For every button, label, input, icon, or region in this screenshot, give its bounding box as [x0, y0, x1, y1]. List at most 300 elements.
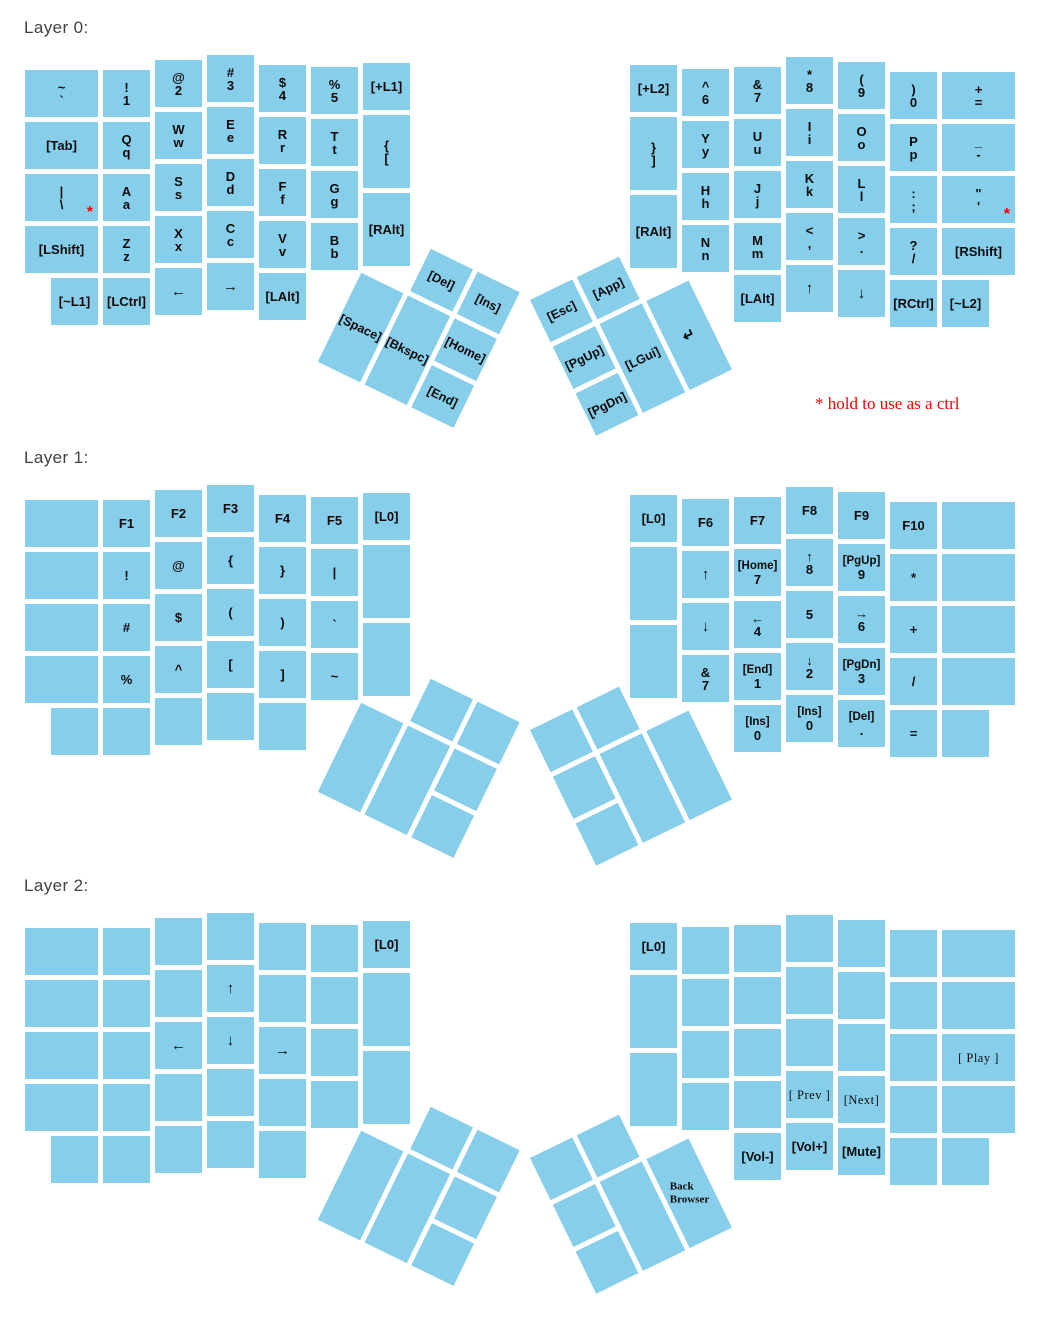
key-shifted-label: ↑: [806, 548, 813, 564]
key-label: [RAlt]: [635, 223, 672, 239]
key-blank: [207, 693, 254, 740]
key-l1: [363, 63, 410, 110]
key-f2: [155, 490, 202, 537]
key-label: $: [174, 609, 183, 625]
key-label: *: [910, 569, 917, 585]
key-label: →: [275, 1041, 290, 1059]
key-blank: [838, 972, 885, 1019]
key-pipe: [311, 549, 358, 596]
key-base-label: g: [330, 193, 339, 209]
key-shifted-label: X: [174, 225, 183, 241]
key-l2: [942, 280, 989, 327]
key-label: ↑: [701, 565, 710, 583]
key-right-arrow: [259, 1027, 306, 1074]
horizontal-label: [669, 1180, 709, 1206]
key-label: ): [280, 614, 285, 630]
key-shifted-label: [End]: [742, 663, 773, 676]
key-asterisk: [890, 554, 937, 601]
key-base-label: ': [976, 198, 981, 214]
key-base-label: 7: [701, 677, 710, 693]
key-blank: [682, 1031, 729, 1078]
key-base-label: =: [974, 94, 983, 110]
key-blank: [942, 930, 1015, 977]
key-3: [207, 55, 254, 102]
key-label: ~: [330, 668, 339, 684]
key-blank: [259, 1131, 306, 1178]
key-blank: [311, 977, 358, 1024]
key-equals: [942, 72, 1015, 119]
key-base-label: i: [807, 131, 812, 147]
key-shifted-label: B: [329, 232, 340, 248]
key-7: [734, 67, 781, 114]
key-shifted-label: G: [329, 180, 340, 196]
ctrl-hold-asterisk: *: [86, 204, 93, 221]
key-base-label: ]: [651, 152, 656, 168]
key-blank: [890, 930, 937, 977]
key-shifted-label: :: [911, 185, 916, 201]
key-shifted-label: %: [328, 76, 341, 92]
key-label: [LCtrl]: [107, 293, 146, 309]
key-shifted-label: K: [804, 170, 815, 186]
key-base-label: 4: [278, 87, 287, 103]
key-lshift: [25, 226, 98, 273]
key-base-label: -: [976, 146, 981, 162]
key-grave: [25, 70, 98, 117]
key-5: [786, 591, 833, 638]
key-h: [682, 173, 729, 220]
key-blank: [682, 979, 729, 1026]
key-6: [838, 596, 885, 643]
key-label: →: [223, 277, 238, 295]
key-blank: [155, 918, 202, 965]
key-blank: [259, 703, 306, 750]
key-blank: [51, 1136, 98, 1183]
key-m: [734, 223, 781, 270]
key-l: [838, 166, 885, 213]
key-mute: [838, 1128, 885, 1175]
key-blank: [734, 1081, 781, 1128]
key-base-label: 6: [701, 91, 710, 107]
key-shifted-label: #: [226, 64, 235, 80]
key-blank: [630, 975, 677, 1048]
key-base-label: ;: [911, 198, 916, 214]
key-label: ↓: [226, 1031, 235, 1049]
key-blank: [942, 658, 1015, 705]
key-7: [682, 655, 729, 702]
key-shifted-label: [Del]: [848, 710, 875, 723]
key-label: [+L1]: [370, 78, 403, 94]
key-label: [End]: [425, 383, 461, 410]
key-base-label: b: [330, 245, 339, 261]
key-blank: [942, 502, 1015, 549]
key-blank: [682, 927, 729, 974]
key-base-label: `: [59, 92, 64, 108]
key-blank: [838, 920, 885, 967]
key-base-label: [: [384, 150, 389, 166]
key-label: F5: [326, 512, 343, 528]
key-label: [ Prev ]: [788, 1087, 831, 1102]
key-label: }: [279, 562, 286, 578]
key-base-label: 9: [857, 566, 866, 582]
key-base-label: k: [805, 183, 814, 199]
key-shifted-label: I: [807, 118, 812, 134]
key-base-label: /: [911, 250, 916, 266]
key-shifted-label: F: [278, 178, 287, 194]
key-2: [786, 643, 833, 690]
key-blank: [155, 698, 202, 745]
key-tilde: [311, 653, 358, 700]
key-f7: [734, 497, 781, 544]
key-rbracket: [259, 651, 306, 698]
key-label: [~L1]: [58, 293, 91, 309]
key-label: ←: [171, 1036, 186, 1054]
key-down-arrow: [682, 603, 729, 650]
key-shifted-label: ↓: [806, 652, 813, 668]
key-label: [Tab]: [46, 137, 77, 153]
key-label: %: [120, 671, 133, 687]
key-base-label: \: [59, 196, 64, 212]
key-base-label: 3: [857, 670, 866, 686]
key-0: [890, 72, 937, 119]
key-label: {: [227, 552, 234, 568]
key-label: /: [911, 673, 916, 689]
key-shifted-label: L: [857, 175, 866, 191]
key-blank: [103, 980, 150, 1027]
key-blank: [890, 1034, 937, 1081]
key-label: [PgDn]: [585, 389, 629, 420]
key-semicolon: [890, 176, 937, 223]
key-vol: [734, 1133, 781, 1180]
ctrl-hold-footnote: * hold to use as a ctrl: [815, 394, 960, 413]
key-9: [838, 62, 885, 109]
key-label: [Bkspc]: [383, 333, 432, 367]
key-blank: [734, 925, 781, 972]
key-blank: [155, 1126, 202, 1173]
key-blank: [259, 975, 306, 1022]
key-blank: [103, 1136, 150, 1183]
key-x: [155, 216, 202, 263]
key-blank: [942, 1086, 1015, 1133]
key-shifted-label: ?: [909, 237, 918, 253]
key-up-arrow: [682, 551, 729, 598]
key-label: F3: [222, 500, 239, 516]
key-z: [103, 226, 150, 273]
key-label: @: [172, 557, 185, 573]
key-label: 5: [805, 606, 814, 622]
key-quote: [942, 176, 1015, 223]
key-s: [155, 164, 202, 211]
key-l2: [630, 65, 677, 112]
key-blank: [311, 1081, 358, 1128]
key-blank: [890, 1086, 937, 1133]
key-shifted-label: M: [752, 232, 763, 248]
key-label: ↑: [226, 979, 235, 997]
key-v: [259, 221, 306, 268]
key-base-label: .: [859, 240, 864, 256]
key-base-label: 5: [330, 89, 339, 105]
key-blank: [25, 604, 98, 651]
key-blank: [942, 710, 989, 757]
key-label: [LAlt]: [740, 290, 775, 306]
key-base-label: n: [701, 247, 710, 263]
key-6: [682, 69, 729, 116]
key-equals: [890, 710, 937, 757]
key-blank: [25, 552, 98, 599]
key-j: [734, 171, 781, 218]
key-period: [838, 218, 885, 265]
key-next: [838, 1076, 885, 1123]
key-base-label: 3: [226, 77, 235, 93]
key-shifted-label: A: [121, 183, 132, 199]
key-shifted-label: C: [225, 220, 236, 236]
key-shifted-label: E: [226, 116, 235, 132]
key-label: ^: [174, 661, 183, 677]
key-f6: [682, 499, 729, 546]
key-shifted-label: +: [974, 81, 983, 97]
key-label: [App]: [590, 274, 626, 302]
key-base-label: 0: [805, 717, 814, 733]
key-shifted-label: [Home]: [737, 559, 778, 572]
key-shifted-label: <: [805, 222, 814, 238]
key-base-label: 2: [174, 82, 183, 98]
key-blank: [155, 1074, 202, 1121]
key-blank: [942, 982, 1015, 1029]
key-base-label: 8: [805, 79, 814, 95]
key-f9: [838, 492, 885, 539]
key-f1: [103, 500, 150, 547]
key-1: [103, 70, 150, 117]
key-blank: [890, 1138, 937, 1185]
key-blank: [103, 708, 150, 755]
key-blank: [259, 923, 306, 970]
key-label: [Ins]: [473, 290, 504, 316]
key-label: [+L2]: [637, 80, 670, 96]
key-shifted-label: Z: [122, 235, 131, 251]
key-label: ↓: [857, 284, 866, 302]
key-shifted-label: R: [277, 126, 288, 142]
key-shifted-label: |: [59, 183, 64, 199]
key-shifted-label: [Ins]: [797, 705, 822, 718]
key-down-arrow: [838, 270, 885, 317]
key-blank: [207, 913, 254, 960]
key-base-label: 9: [857, 84, 866, 100]
key-blank: [786, 967, 833, 1014]
key-a: [103, 174, 150, 221]
key-lalt: [734, 275, 781, 322]
key-base-label: 0: [909, 94, 918, 110]
key-shifted-label: O: [856, 123, 867, 139]
key-shifted-label: D: [225, 168, 236, 184]
key-shifted-label: }: [650, 139, 657, 155]
key-comma: [786, 213, 833, 260]
key-label: F2: [170, 505, 187, 521]
key-shifted-label: H: [700, 182, 711, 198]
key-label: [Home]: [443, 334, 488, 366]
key-u: [734, 119, 781, 166]
key-slash: [890, 658, 937, 705]
key-blank: [259, 1079, 306, 1126]
key-label: [PgUp]: [562, 342, 606, 373]
key-label: F1: [118, 515, 135, 531]
key-i: [786, 109, 833, 156]
key-shifted-label: W: [172, 121, 185, 137]
key-label: [LShift]: [38, 241, 85, 257]
key-label: [L0]: [641, 938, 666, 954]
key-lbracket: [207, 641, 254, 688]
key-base-label: 2: [805, 665, 814, 681]
key-period: [838, 700, 885, 747]
key-shifted-label: @: [172, 69, 185, 85]
key-lctrl: [103, 278, 150, 325]
key-label: `: [332, 616, 337, 632]
key-shifted-label: N: [700, 234, 711, 250]
key-grave: [311, 601, 358, 648]
key-label: F10: [902, 517, 925, 533]
key-blank: [311, 1029, 358, 1076]
layer-2-title: Layer 2:: [24, 876, 89, 895]
key-base-label: t: [332, 141, 337, 157]
key-prev: [786, 1071, 833, 1118]
key-label: ←: [171, 282, 186, 300]
key-l0: [630, 923, 677, 970]
key-blank: [103, 1084, 150, 1131]
key-shifted-label: $: [278, 74, 287, 90]
key-3: [838, 648, 885, 695]
key-base-label: .: [859, 722, 864, 738]
key-base-label: a: [122, 196, 131, 212]
key-2: [155, 60, 202, 107]
key-base-label: ,: [807, 235, 812, 251]
key-lparen: [207, 589, 254, 636]
key-base-label: m: [751, 245, 764, 261]
key-rctrl: [890, 280, 937, 327]
key-exclam: [103, 552, 150, 599]
key-percent: [103, 656, 150, 703]
key-left-arrow: [155, 1022, 202, 1069]
key-8: [786, 57, 833, 104]
key-shifted-label: T: [330, 128, 339, 144]
key-k: [786, 161, 833, 208]
ctrl-hold-asterisk: *: [1003, 206, 1010, 223]
key-blank: [890, 982, 937, 1029]
key-blank: [25, 1084, 98, 1131]
key-blank: [363, 545, 410, 618]
key-at: [155, 542, 202, 589]
key-label: [ Play ]: [958, 1050, 999, 1065]
key-base-label: u: [753, 141, 762, 157]
key-label: =: [909, 725, 918, 741]
key-base-label: 0: [753, 727, 762, 743]
key-blank: [942, 554, 1015, 601]
key-b: [311, 223, 358, 270]
key-left-arrow: [155, 268, 202, 315]
key-backslash: [25, 174, 98, 221]
key-f10: [890, 502, 937, 549]
key-label: [~L2]: [949, 295, 982, 311]
key-up-arrow: [207, 965, 254, 1012]
key-base-label: q: [122, 144, 131, 160]
key-base-label: s: [174, 186, 183, 202]
key-base-label: 7: [753, 571, 762, 587]
key-shifted-label: [PgDn]: [842, 658, 881, 671]
key-label: F9: [853, 507, 870, 523]
key-l0: [630, 495, 677, 542]
key-slash: [890, 228, 937, 275]
key-shifted-label: U: [752, 128, 763, 144]
key-label: F6: [697, 514, 714, 530]
key-label: #: [122, 619, 131, 635]
key-l0: [363, 921, 410, 968]
key-lbracket: [363, 115, 410, 188]
key-shifted-label: &: [700, 664, 711, 680]
key-e: [207, 107, 254, 154]
key-base-label: 1: [122, 92, 131, 108]
key-caret: [155, 646, 202, 693]
key-p: [890, 124, 937, 171]
key-label: [LAlt]: [265, 288, 300, 304]
key-base-label: f: [280, 191, 285, 207]
key-label: ↑: [805, 279, 814, 297]
key-base-label: 4: [753, 623, 762, 639]
key-label: |: [332, 564, 337, 580]
key-label: [Esc]: [544, 297, 579, 324]
key-lalt: [259, 273, 306, 320]
key-base-label: z: [123, 248, 130, 264]
key-base-label: Browser: [669, 1193, 709, 1206]
key-label: [Next]: [843, 1092, 880, 1107]
key-rbrace: [259, 547, 306, 594]
key-0: [734, 705, 781, 752]
key-label: [L0]: [374, 508, 399, 524]
key-label: [Vol+]: [791, 1138, 828, 1154]
key-1: [734, 653, 781, 700]
key-4: [259, 65, 306, 112]
key-f4: [259, 495, 306, 542]
key-base-label: o: [857, 136, 866, 152]
key-blank: [734, 1029, 781, 1076]
key-o: [838, 114, 885, 161]
key-right-arrow: [207, 263, 254, 310]
key-label: !: [124, 567, 129, 583]
key-y: [682, 121, 729, 168]
key-shifted-label: &: [752, 76, 763, 92]
key-blank: [103, 1032, 150, 1079]
key-q: [103, 122, 150, 169]
key-shifted-label: [PgUp]: [842, 554, 881, 567]
key-shifted-label: !: [124, 79, 129, 95]
key-blank: [25, 980, 98, 1027]
key-lbrace: [207, 537, 254, 584]
key-blank: [155, 970, 202, 1017]
key-shifted-label: _: [974, 133, 983, 149]
key-blank: [786, 1019, 833, 1066]
key-base-label: h: [701, 195, 710, 211]
key-base-label: 7: [753, 89, 762, 105]
key-plus: [890, 606, 937, 653]
key-label: [RShift]: [955, 243, 1002, 259]
key-shifted-label: S: [174, 173, 183, 189]
key-tab: [25, 122, 98, 169]
key-base-label: r: [279, 139, 286, 155]
key-label: [Mute]: [842, 1143, 881, 1159]
key-label: [Vol-]: [741, 1148, 774, 1164]
key-c: [207, 211, 254, 258]
key-shifted-label: J: [753, 180, 762, 196]
key-f: [259, 169, 306, 216]
key-up-arrow: [786, 265, 833, 312]
key-base-label: 1: [753, 675, 762, 691]
key-blank: [207, 1069, 254, 1116]
